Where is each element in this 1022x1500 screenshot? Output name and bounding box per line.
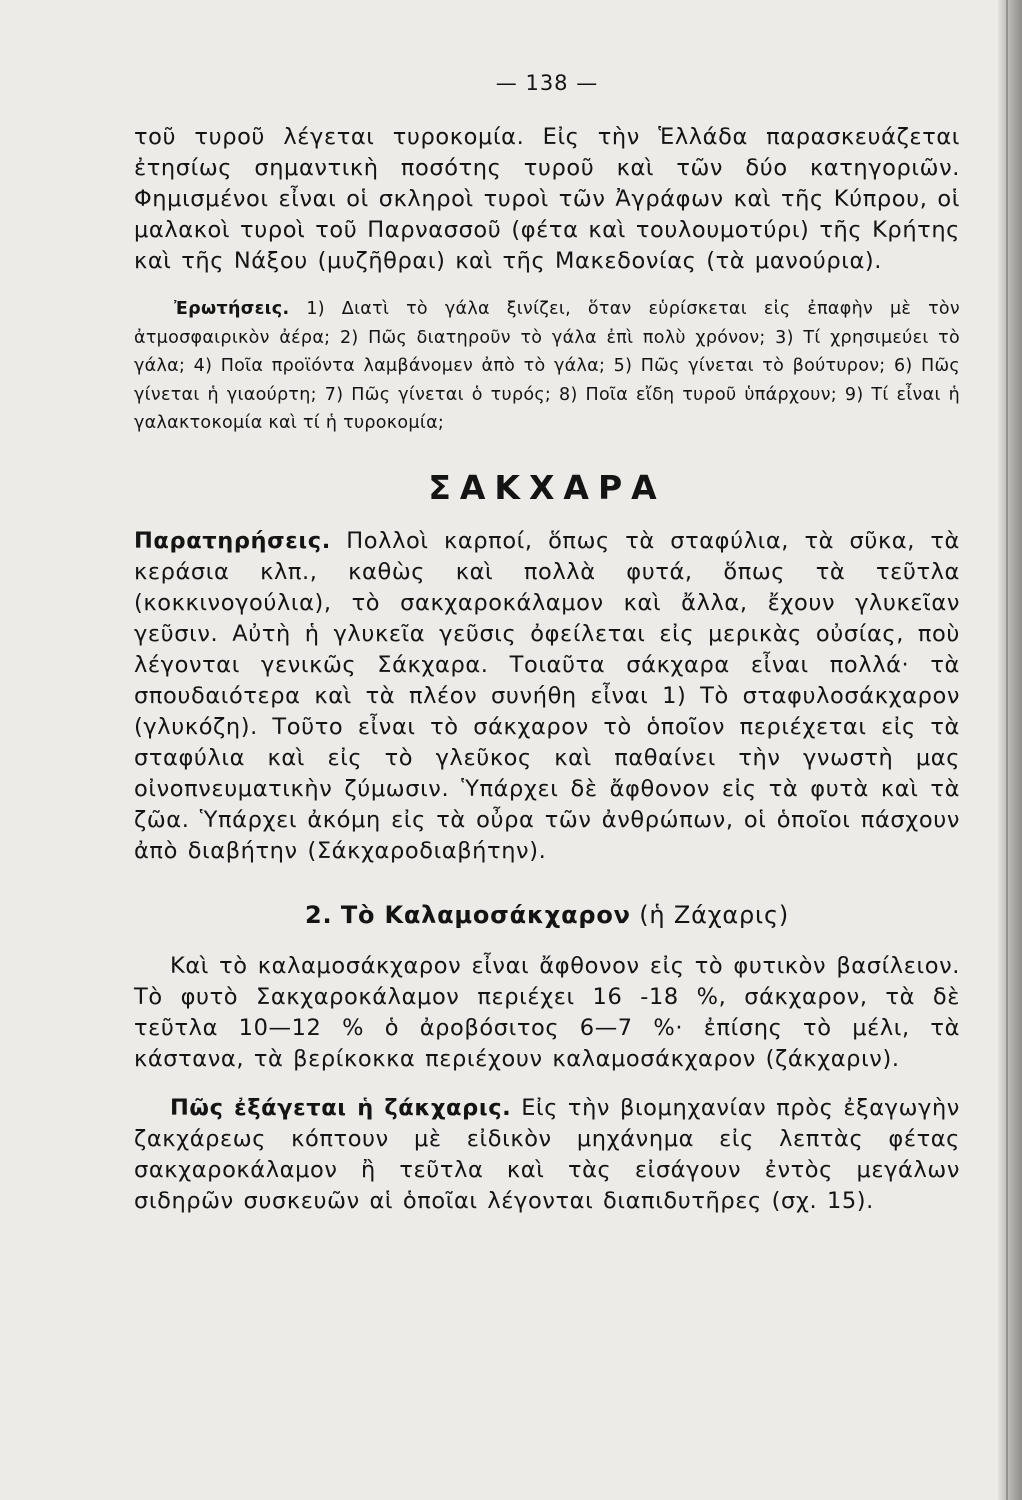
subsection-number: 2. bbox=[304, 900, 333, 929]
scan-binding-line bbox=[1006, 0, 1008, 1500]
intro-paragraph: τοῦ τυροῦ λέγεται τυροκομία. Εἰς τὴν Ἑλλάδα παρασκευάζεται ἐτησίως σημαντικὴ ποσότης τυροῦ καὶ τῶν δύο κατηγοριῶν. Φημισμένοι εἶναι οἱ σκληροὶ τυροὶ τῶν Ἀγράφων καὶ τῆς Κύπρου, οἱ μαλακοὶ τυροὶ τοῦ Παρνασσοῦ (φέτα καὶ τουλουμοτύρι) τῆς Κρήτης καὶ τῆς Νάξου (μυζῆθραι) καὶ τῆς Μακεδονίας (τὰ μανούρια). bbox=[134, 124, 960, 274]
spacer bbox=[134, 438, 960, 468]
spacer bbox=[134, 277, 960, 295]
observations-paragraph bbox=[134, 526, 960, 867]
subsection-heading bbox=[134, 897, 960, 933]
page-number: — 138 — bbox=[495, 71, 599, 95]
section-title: ΣΑΚΧΑΡΑ bbox=[428, 467, 666, 507]
spacer bbox=[134, 867, 960, 897]
scan-page-edge bbox=[998, 0, 1022, 1500]
extraction-text: Εἰς τὴν βιομηχανίαν πρὸς ἐξαγωγὴν ζακχάρεως κόπτουν μὲ εἰδικὸν μηχάνημα εἰς λεπτὰς φέτας σακχαροκάλαμον ἢ τεῦτλα καὶ τὰς εἰσάγουν ἐντὸς μεγάλων σιδηρῶν συσκευῶν αἱ ὁποῖαι λέγονται διαπιδυτῆρες (σχ. 15). bbox=[134, 1094, 960, 1214]
extraction-paragraph bbox=[134, 1093, 960, 1217]
cane-paragraph: Καὶ τὸ καλαμοσάκχαρον εἶναι ἄφθονον εἰς τὸ φυτικὸν βασίλειον. Τὸ φυτὸ Σακχαροκάλαμον περιέχει 16 -18 %, σάκχαρον, τὰ δὲ τεῦτλα 10—12 % ὁ ἀροβόσιτος 6—7 %· ἐπίσης τὸ μέλι, τὰ κάστανα, τὰ βερίκοκκα περιέχουν καλαμοσάκχαρον (ζάκχαριν). bbox=[134, 952, 960, 1072]
observations-text: Πολλοὶ καρποί, ὅπως τὰ σταφύλια, τὰ σῦκα, τὰ κεράσια κλπ., καθὼς καὶ πολλὰ φυτά, ὅπως τὰ τεῦτλα (κοκκινογούλια), τὸ σακχαροκάλαμον καὶ ἄλλα, ἔχουν γλυκεῖαν γεῦσιν. Αὐτὴ ἡ γλυκεῖα γεῦσις ὀφείλεται εἰς μερικὰς οὐσίας, ποὺ λέγονται γενικῶς Σάκχαρα. Τοιαῦτα σάκχαρα εἶναι πολλά· τὰ σπουδαιότερα καὶ τὰ πλέον συνήθη εἶναι 1) Τὸ σταφυλοσάκχαρον (γλυκόζη). Τοῦτο εἶναι τὸ σάκχαρον τὸ ὁποῖον περιέχεται εἰς τὰ σταφύλια καὶ εἰς τὸ γλεῦκος καὶ παθαίνει τὴν γνωστὴ μας οἰνοπνευματικὴν ζύμωσιν. Ὑπάρχει δὲ ἄφθονον εἰς τὰ φυτὰ καὶ τὰ ζῶα. Ὑπάρχει ἀκόμη εἰς τὰ οὖρα τῶν ἀνθρώπων, οἱ ὁποῖοι πάσχουν ἀπὸ διαβήτην (Σάκχαροδιαβήτην). bbox=[134, 527, 960, 864]
observations-label: Παρατηρήσεις. bbox=[134, 527, 331, 554]
questions-label: Ἐρωτήσεις. bbox=[174, 299, 290, 319]
subsection-aside: (ἡ Ζάχαρις) bbox=[639, 900, 789, 929]
book-page bbox=[134, 68, 960, 1217]
subsection-title: Τὸ Καλαμοσάκχαρον bbox=[340, 900, 631, 929]
spacer bbox=[134, 1075, 960, 1093]
extraction-label: Πῶς ἐξάγεται ἡ ζάκχαρις. bbox=[170, 1094, 512, 1121]
questions-paragraph bbox=[134, 295, 960, 438]
questions-text: 1) Διατὶ τὸ γάλα ξινίζει, ὅταν εὑρίσκεται εἰς ἐπαφὴν μὲ τὸν ἀτμοσφαιρικὸν ἀέρα; 2) Πῶς διατηροῦν τὸ γάλα ἐπὶ πολὺ χρόνον; 3) Τί χρησιμεύει τὸ γάλα; 4) Ποῖα προϊόντα λαμβάνομεν ἀπὸ τὸ γάλα; 5) Πῶς γίνεται τὸ βούτυρον; 6) Πῶς γίνεται ἡ γιαούρτη; 7) Πῶς γίνεται ὁ τυρός; 8) Ποῖα εἴδη τυροῦ ὑπάρχουν; 9) Τί εἶναι ἡ γαλακτοκομία καὶ τί ἡ τυροκομία; bbox=[134, 299, 960, 433]
